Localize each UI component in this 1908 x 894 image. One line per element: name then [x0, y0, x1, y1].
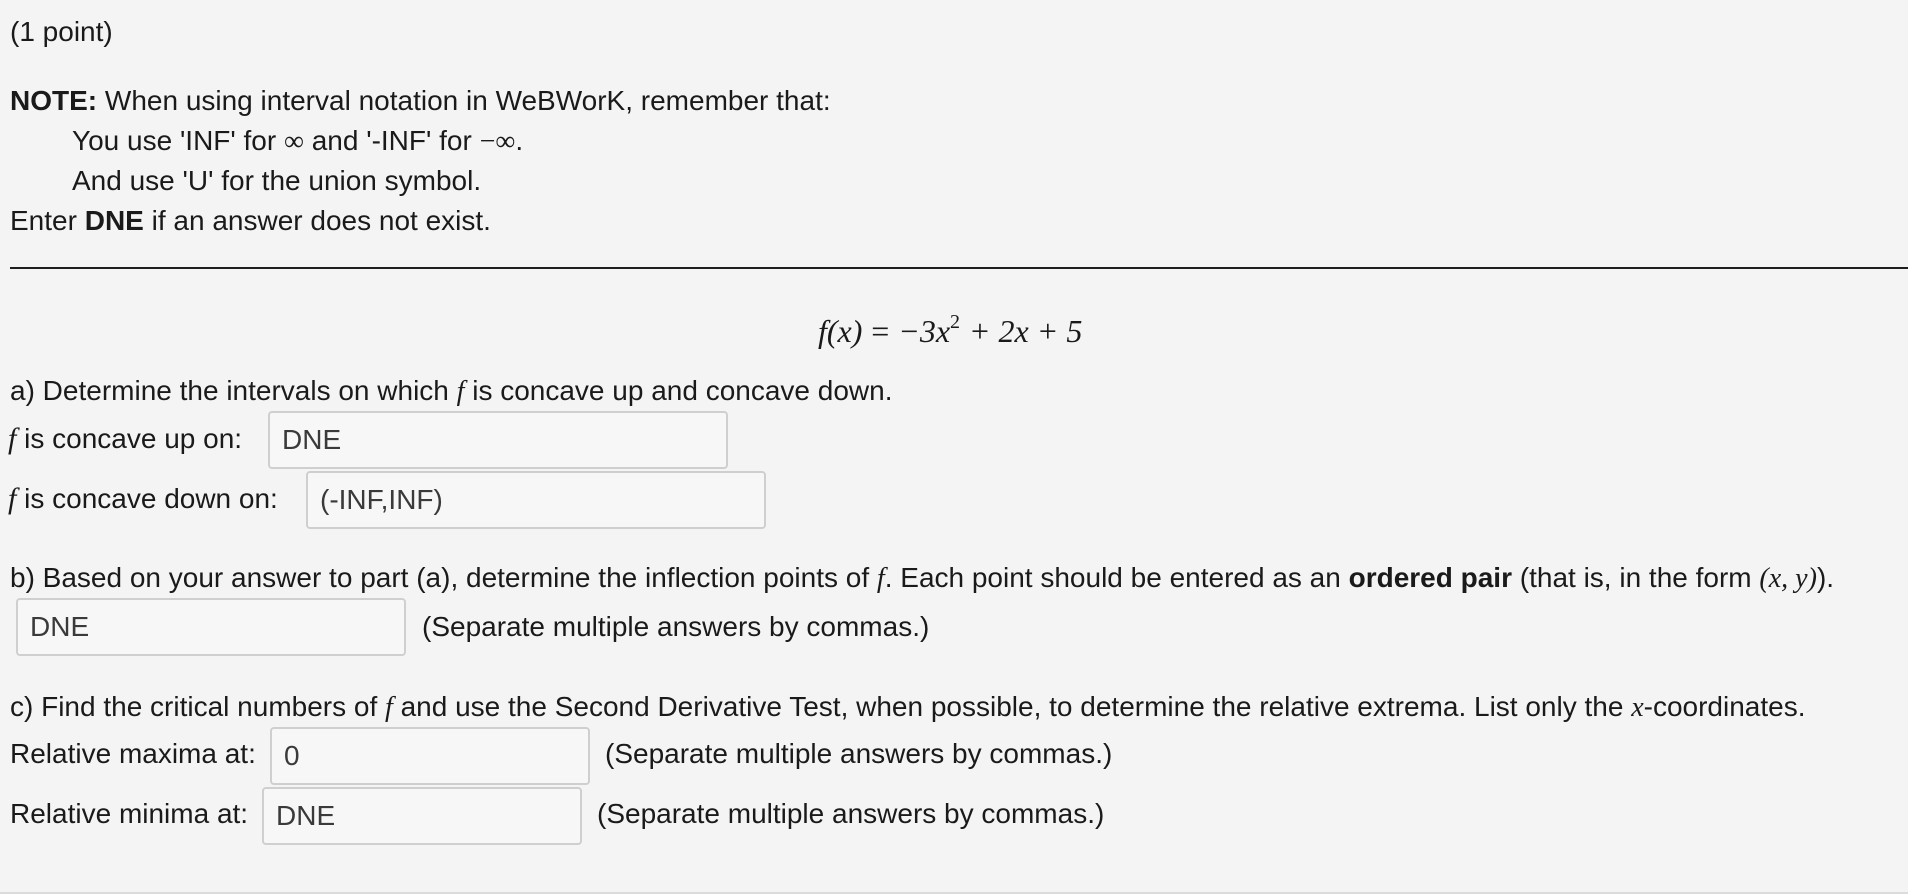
note-inf-text-b: and '-INF' for: [311, 125, 472, 156]
concave-up-input[interactable]: [268, 411, 728, 469]
equation-lhs: f(x): [818, 313, 863, 349]
equation-exponent: 2: [950, 311, 961, 333]
part-a-text-b: is concave up and concave down.: [472, 375, 893, 406]
concave-down-f: f: [8, 482, 17, 515]
inflection-points-hint-text: (Separate multiple answers by commas.): [422, 611, 930, 642]
part-c-prompt: [10, 690, 1806, 725]
note-union-text: And use 'U' for the union symbol.: [72, 165, 482, 196]
concave-down-label-text: is concave down on:: [24, 483, 278, 514]
inflection-points-input[interactable]: [16, 598, 406, 656]
relative-minima-label: [10, 797, 248, 831]
part-a-f: f: [456, 376, 465, 407]
note-dne-line: [10, 204, 491, 238]
equation-rhs-a: −3x: [898, 313, 951, 349]
relative-maxima-hint: [605, 737, 1112, 771]
note-intro-text: When using interval notation in WeBWorK, remember that:: [104, 85, 831, 116]
part-a-text-a: a) Determine the intervals on which: [10, 375, 449, 406]
concave-down-input[interactable]: [306, 471, 766, 529]
part-b-ordered-pair: (x, y): [1759, 563, 1817, 594]
note-inf-period: .: [515, 125, 524, 156]
concave-down-label: [8, 482, 278, 516]
note-union-line: [72, 164, 481, 198]
point-value-text: (1 point): [10, 16, 113, 47]
infinity-symbol: ∞: [283, 126, 304, 157]
divider-line: [10, 267, 1908, 269]
part-b-text-d: ).: [1816, 562, 1835, 593]
note-dne-text-a: Enter: [10, 205, 77, 236]
part-c-text-c: -coordinates.: [1643, 691, 1806, 722]
note-inf-text-a: You use 'INF' for: [72, 125, 277, 156]
concave-up-label: [8, 422, 242, 456]
relative-maxima-input[interactable]: [270, 727, 590, 785]
part-c-f: f: [385, 692, 393, 723]
concave-up-f: f: [8, 422, 17, 455]
part-c-x: x: [1631, 692, 1644, 723]
note-inf-line: [72, 124, 523, 159]
part-b-text-a: b) Based on your answer to part (a), determine the inflection points of: [10, 562, 870, 593]
note-label: NOTE:: [10, 85, 98, 116]
negative-infinity-symbol: −∞: [479, 126, 516, 157]
part-b-bold: ordered pair: [1348, 562, 1512, 593]
relative-minima-hint-text: (Separate multiple answers by commas.): [597, 798, 1105, 829]
part-b-text-c: (that is, in the form: [1519, 562, 1752, 593]
relative-maxima-label-text: Relative maxima at:: [10, 738, 256, 769]
relative-minima-label-text: Relative minima at:: [10, 798, 249, 829]
part-b-text-b: . Each point should be entered as an: [884, 562, 1341, 593]
part-b-f: f: [876, 563, 885, 594]
note-dne-text-b: if an answer does not exist.: [151, 205, 491, 236]
part-b-prompt: [10, 561, 1834, 596]
function-equation: [818, 302, 1082, 351]
concave-up-label-text: is concave up on:: [24, 423, 243, 454]
point-value: [10, 15, 113, 49]
part-c-text-a: c) Find the critical numbers of: [10, 691, 378, 722]
note-intro: [10, 84, 831, 118]
equation-rhs-b: + 2x + 5: [968, 313, 1083, 349]
relative-maxima-label: [10, 737, 256, 771]
relative-minima-input[interactable]: [262, 787, 582, 845]
relative-minima-hint: [597, 797, 1104, 831]
equation-equals: =: [871, 313, 890, 349]
part-c-text-b: and use the Second Derivative Test, when possible, to determine the relative extrema. List only the: [400, 691, 1624, 722]
part-a-prompt: [10, 374, 893, 409]
note-dne-bold: DNE: [84, 205, 144, 236]
relative-maxima-hint-text: (Separate multiple answers by commas.): [605, 738, 1113, 769]
inflection-points-hint: [422, 610, 929, 644]
